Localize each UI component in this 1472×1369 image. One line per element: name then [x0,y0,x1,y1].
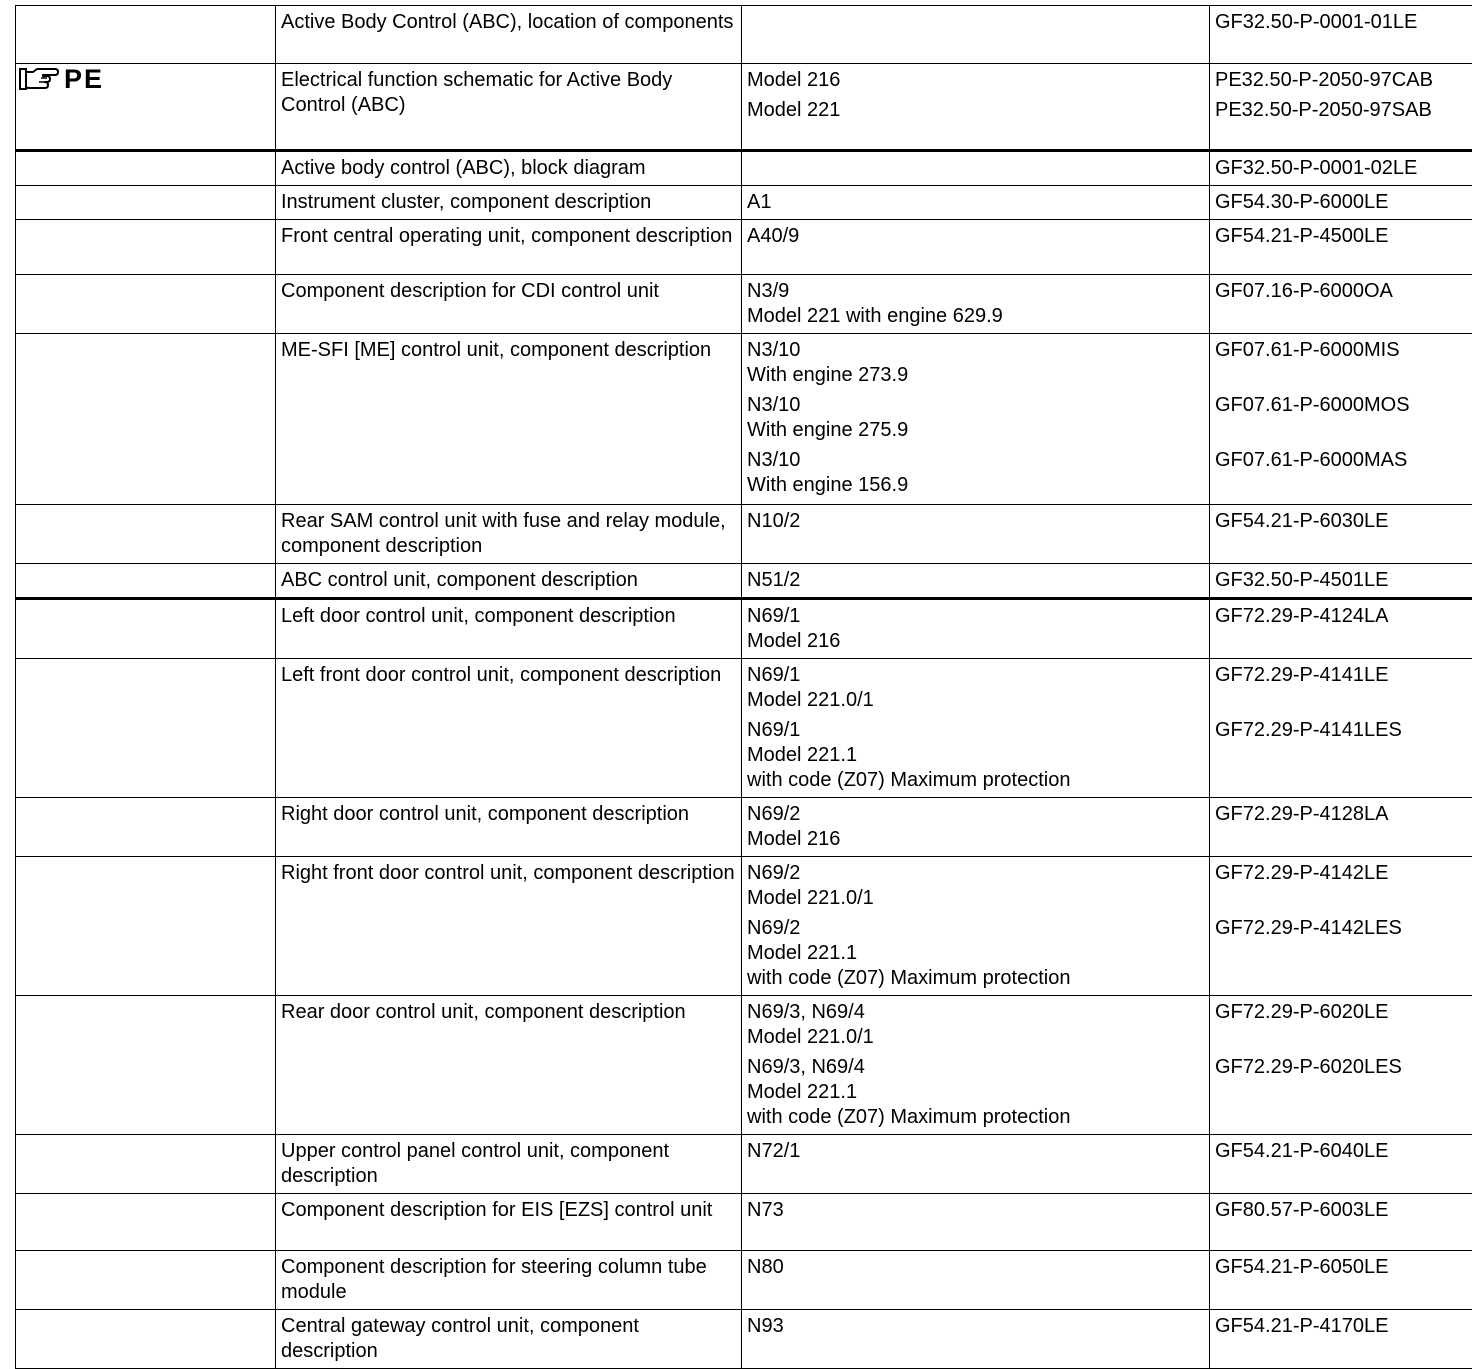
document-ref: GF07.16-P-6000OA [1215,279,1472,329]
marker-cell [16,186,276,220]
applicability-cell [742,1310,1210,1369]
document-ref-cell [1210,1251,1472,1310]
applicability-cell [742,275,1210,334]
applicability-line: N69/1 [747,663,1205,688]
description-cell [276,564,742,599]
table-row [16,1310,1472,1369]
applicability-line: Model 221.0/1 [747,886,1205,911]
document-ref: GF54.21-P-6030LE [1215,509,1472,534]
applicability-block [747,393,1205,443]
document-ref: GF07.61-P-6000MAS [1215,448,1472,498]
applicability-line: N69/1 [747,718,1205,743]
table-row [16,1251,1472,1310]
applicability-block [747,338,1205,388]
document-ref: GF80.57-P-6003LE [1215,1198,1472,1223]
applicability-line: Model 216 [747,629,1205,654]
description-cell [276,6,742,64]
table-row [16,564,1472,599]
marker-cell [16,64,276,151]
applicability-line: N69/2 [747,861,1205,886]
applicability-block [747,663,1205,713]
applicability-line: N69/1 [747,604,1205,629]
applicability-line: Model 221.0/1 [747,1025,1205,1050]
applicability-line: Model 221 [747,98,1205,123]
description-text: Right front door control unit, component description [281,862,735,884]
document-ref: GF54.21-P-6050LE [1215,1255,1472,1280]
marker-cell [16,798,276,857]
description-cell [276,599,742,659]
description-text: ABC control unit, component description [281,569,638,591]
applicability-line: N93 [747,1314,1205,1339]
document-ref-cell [1210,6,1472,64]
table-row [16,6,1472,64]
table-row [16,64,1472,151]
table-row [16,220,1472,275]
applicability-block [747,916,1205,991]
table-row [16,798,1472,857]
applicability-cell [742,1194,1210,1251]
marker-cell [16,220,276,275]
applicability-line: Model 216 [747,827,1205,852]
component-reference-table [15,5,1472,1369]
applicability-line: N69/2 [747,802,1205,827]
applicability-line: with code (Z07) Maximum protection [747,966,1205,991]
document-ref: GF07.61-P-6000MIS [1215,338,1472,388]
document-ref: GF72.29-P-4142LES [1215,916,1472,991]
applicability-line: Model 221.1 [747,743,1205,768]
applicability-cell [742,1135,1210,1194]
applicability-line: N80 [747,1255,1205,1280]
description-text: Rear SAM control unit with fuse and relay module, component description [281,510,726,557]
applicability-block [747,509,1205,534]
document-ref-cell [1210,659,1472,798]
table-row [16,857,1472,996]
applicability-block [747,68,1205,93]
description-text: Component description for EIS [EZS] control unit [281,1199,712,1221]
description-cell [276,64,742,151]
applicability-block [747,190,1205,215]
applicability-line: Model 221.1 [747,1080,1205,1105]
pe-label: PE [64,65,104,93]
document-ref-cell [1210,1135,1472,1194]
applicability-cell [742,798,1210,857]
applicability-block [747,98,1205,123]
applicability-line: Model 216 [747,68,1205,93]
marker-cell [16,564,276,599]
document-ref-cell [1210,1194,1472,1251]
table-row [16,659,1472,798]
document-ref: GF54.30-P-6000LE [1215,190,1472,215]
description-cell [276,798,742,857]
applicability-cell [742,186,1210,220]
applicability-block [747,1314,1205,1339]
marker-cell [16,996,276,1135]
marker-cell [16,1194,276,1251]
applicability-block [747,1139,1205,1164]
applicability-line: N3/10 [747,448,1205,473]
description-text: Front central operating unit, component description [281,225,732,247]
applicability-block [747,448,1205,498]
description-cell [276,220,742,275]
description-cell [276,334,742,505]
document-ref-cell [1210,505,1472,564]
document-ref-cell [1210,220,1472,275]
marker-cell [16,151,276,186]
document-ref: GF54.21-P-4500LE [1215,224,1472,249]
document-ref-cell [1210,334,1472,505]
description-text: Central gateway control unit, component description [281,1315,639,1362]
applicability-block [747,718,1205,793]
applicability-line: N3/10 [747,393,1205,418]
document-ref: GF72.29-P-4141LES [1215,718,1472,793]
description-text: Upper control panel control unit, component description [281,1140,669,1187]
marker-cell [16,599,276,659]
applicability-cell [742,564,1210,599]
marker-cell [16,275,276,334]
applicability-line: N69/3, N69/4 [747,1000,1205,1025]
applicability-line: N51/2 [747,568,1205,593]
document-ref: GF54.21-P-6040LE [1215,1139,1472,1164]
applicability-line: A40/9 [747,224,1205,249]
description-text: Active body control (ABC), block diagram [281,157,646,179]
description-text: Component description for CDI control unit [281,280,659,302]
applicability-line: N69/3, N69/4 [747,1055,1205,1080]
table-row [16,151,1472,186]
document-ref: PE32.50-P-2050-97CAB [1215,68,1472,93]
applicability-block [747,1255,1205,1280]
document-ref: GF72.29-P-4128LA [1215,802,1472,852]
document-ref-cell [1210,564,1472,599]
applicability-line [747,156,1205,181]
applicability-line: N10/2 [747,509,1205,534]
applicability-cell [742,220,1210,275]
document-ref: GF72.29-P-6020LE [1215,1000,1472,1050]
document-ref-cell [1210,599,1472,659]
description-cell [276,996,742,1135]
document-ref: GF72.29-P-4142LE [1215,861,1472,911]
applicability-cell [742,659,1210,798]
applicability-cell [742,6,1210,64]
marker-cell [16,1135,276,1194]
document-ref-cell [1210,275,1472,334]
applicability-block [747,279,1205,329]
description-text: Left door control unit, component description [281,605,676,627]
document-ref: GF32.50-P-4501LE [1215,568,1472,593]
applicability-line: With engine 156.9 [747,473,1205,498]
applicability-cell [742,857,1210,996]
marker-cell [16,857,276,996]
description-cell [276,857,742,996]
table-row [16,186,1472,220]
applicability-block [747,568,1205,593]
document-ref-cell [1210,996,1472,1135]
marker-cell [16,6,276,64]
applicability-block [747,861,1205,911]
document-ref: GF54.21-P-4170LE [1215,1314,1472,1339]
marker-cell [16,1251,276,1310]
marker-cell [16,659,276,798]
applicability-line: Model 221 with engine 629.9 [747,304,1205,329]
document-ref: GF72.29-P-6020LES [1215,1055,1472,1130]
document-ref-cell [1210,857,1472,996]
description-cell [276,1310,742,1369]
applicability-cell [742,1251,1210,1310]
description-cell [276,151,742,186]
document-ref-cell [1210,186,1472,220]
applicability-line: Model 221.1 [747,941,1205,966]
description-cell [276,1251,742,1310]
applicability-line: N3/9 [747,279,1205,304]
description-cell [276,275,742,334]
document-ref: GF72.29-P-4124LA [1215,604,1472,654]
table-row [16,334,1472,505]
description-cell [276,1135,742,1194]
document-ref: GF32.50-P-0001-01LE [1215,10,1472,35]
applicability-block [747,802,1205,852]
table-row [16,1194,1472,1251]
description-cell [276,659,742,798]
applicability-block [747,156,1205,181]
description-text: Left front door control unit, component description [281,664,721,686]
applicability-cell [742,64,1210,151]
applicability-line: N69/2 [747,916,1205,941]
description-text: Rear door control unit, component description [281,1001,686,1023]
applicability-block [747,10,1205,35]
document-ref: GF72.29-P-4141LE [1215,663,1472,713]
applicability-line: With engine 275.9 [747,418,1205,443]
table-row [16,996,1472,1135]
table-row [16,505,1472,564]
applicability-line: With engine 273.9 [747,363,1205,388]
description-text: Active Body Control (ABC), location of components [281,11,733,33]
description-cell [276,505,742,564]
applicability-cell [742,996,1210,1135]
applicability-line [747,10,1205,35]
applicability-cell [742,151,1210,186]
pointing-hand-icon [19,67,59,91]
table-row [16,275,1472,334]
applicability-line: with code (Z07) Maximum protection [747,1105,1205,1130]
description-text: Right door control unit, component description [281,803,689,825]
applicability-line: with code (Z07) Maximum protection [747,768,1205,793]
applicability-block [747,224,1205,249]
document-ref: PE32.50-P-2050-97SAB [1215,98,1472,123]
applicability-line: Model 221.0/1 [747,688,1205,713]
document-ref-cell [1210,151,1472,186]
description-text: Component description for steering column tube module [281,1256,707,1303]
document-ref-cell [1210,798,1472,857]
table-row [16,599,1472,659]
document-ref: GF32.50-P-0001-02LE [1215,156,1472,181]
applicability-cell [742,334,1210,505]
description-text: Instrument cluster, component description [281,191,651,213]
applicability-block [747,1198,1205,1223]
applicability-cell [742,599,1210,659]
document-ref-cell [1210,1310,1472,1369]
marker-cell [16,505,276,564]
applicability-line: N73 [747,1198,1205,1223]
applicability-line: N3/10 [747,338,1205,363]
description-cell [276,1194,742,1251]
description-text: ME-SFI [ME] control unit, component description [281,339,711,361]
marker-cell [16,334,276,505]
applicability-block [747,1000,1205,1050]
table-body [16,6,1472,1369]
description-text: Electrical function schematic for Active Body Control (ABC) [281,69,672,116]
marker-cell [16,1310,276,1369]
document-ref-cell [1210,64,1472,151]
applicability-line: N72/1 [747,1139,1205,1164]
document-ref: GF07.61-P-6000MOS [1215,393,1472,443]
applicability-block [747,1055,1205,1130]
pe-marker [16,64,275,93]
applicability-cell [742,505,1210,564]
description-cell [276,186,742,220]
table-row [16,1135,1472,1194]
applicability-line: A1 [747,190,1205,215]
applicability-block [747,604,1205,654]
